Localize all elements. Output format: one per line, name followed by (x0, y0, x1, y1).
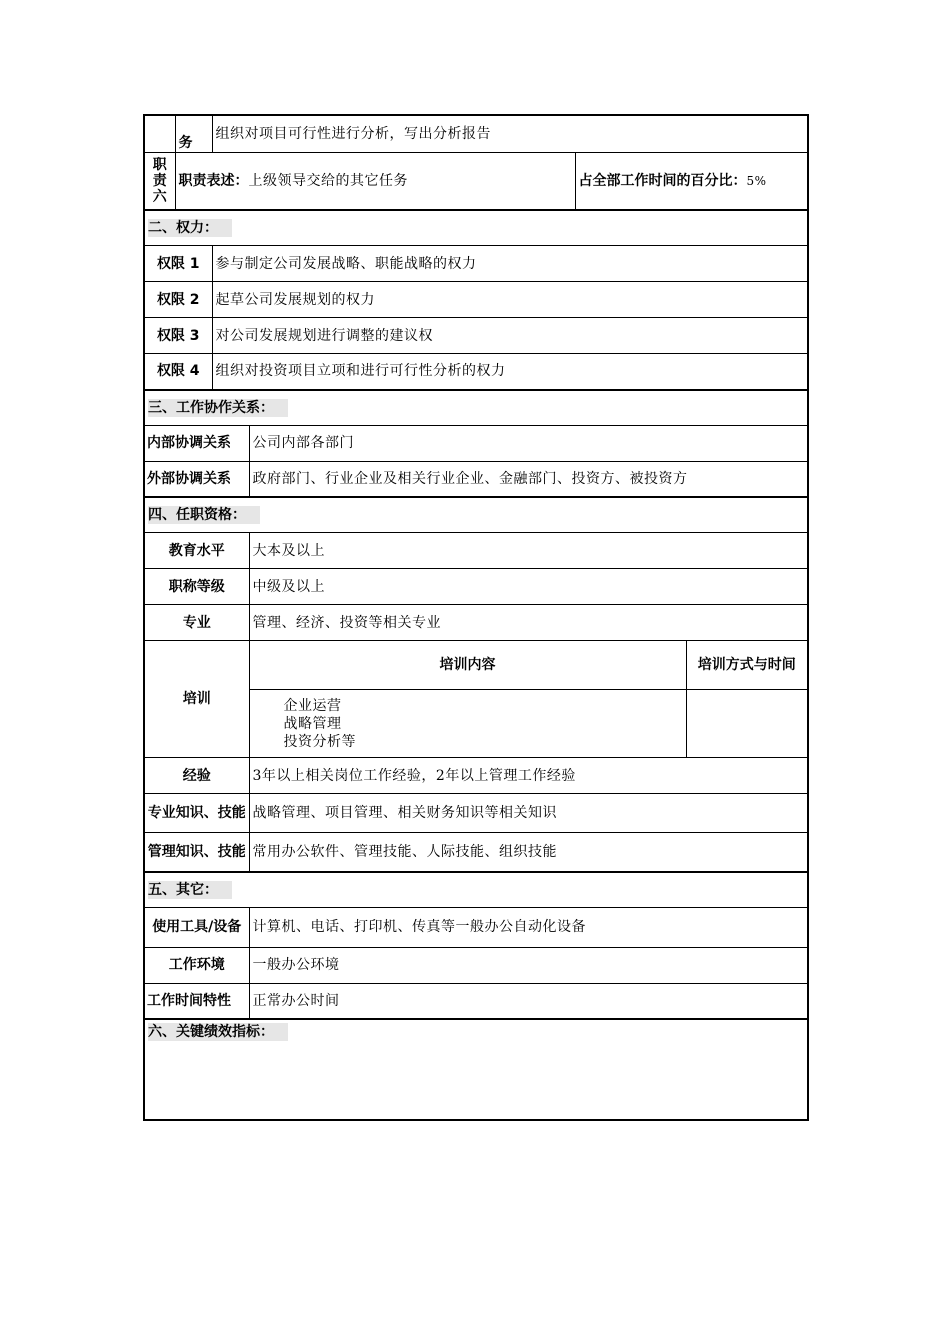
education-label: 教育水平 (144, 533, 249, 569)
duty-continuation-row (144, 115, 808, 152)
training-method-cell (686, 690, 808, 758)
training-label: 培训 (144, 641, 249, 758)
education-text: 大本及以上 (249, 533, 808, 569)
job-description-table (143, 114, 809, 1121)
training-item: 投资分析等 (283, 733, 356, 750)
power-text: 对公司发展规划进行调整的建议权 (212, 318, 808, 354)
major-row (144, 605, 808, 641)
power-text: 组织对投资项目立项和进行可行性分析的权力 (212, 354, 808, 390)
major-label: 专业 (144, 605, 249, 641)
power-text: 起草公司发展规划的权力 (212, 282, 808, 318)
section-kpi-row (144, 1019, 808, 1120)
relation-text: 政府部门、行业企业及相关行业企业、金融部门、投资方、被投资方 (249, 461, 808, 497)
training-content-list (249, 690, 686, 758)
hours-text: 正常办公时间 (249, 983, 808, 1019)
duty6-label: 职责六 (144, 152, 175, 210)
duty6-pct-value: 5% (746, 173, 767, 188)
pro-skills-label: 专业知识、技能 (144, 794, 249, 833)
power-row (144, 282, 808, 318)
relation-label: 内部协调关系 (144, 425, 249, 461)
relation-text: 公司内部各部门 (249, 425, 808, 461)
training-header-row (144, 641, 808, 690)
education-row (144, 533, 808, 569)
duty6-desc-text: 上级领导交给的其它任务 (248, 172, 408, 189)
training-item: 战略管理 (283, 715, 342, 732)
training-item: 企业运营 (283, 697, 342, 714)
relation-row (144, 425, 808, 461)
duty-left-char: 务 (175, 115, 212, 152)
relation-row (144, 461, 808, 497)
section-powers-header (144, 210, 808, 246)
tools-text: 计算机、电话、打印机、传真等一般办公自动化设备 (249, 907, 808, 947)
power-label: 权限 3 (144, 318, 212, 354)
mgmt-skills-text: 常用办公软件、管理技能、人际技能、组织技能 (249, 833, 808, 872)
section-qualifications-header (144, 497, 808, 533)
section-powers-title: 二、权力： (148, 219, 232, 237)
duty-continuation-text: 组织对项目可行性进行分析，写出分析报告 (212, 115, 808, 152)
power-label: 权限 4 (144, 354, 212, 390)
pro-skills-row (144, 794, 808, 833)
mgmt-skills-label: 管理知识、技能 (144, 833, 249, 872)
tools-row (144, 907, 808, 947)
section-relations-title: 三、工作协作关系： (148, 399, 288, 417)
relation-label: 外部协调关系 (144, 461, 249, 497)
hours-row (144, 983, 808, 1019)
duty6-description (175, 152, 575, 210)
mgmt-skills-row (144, 833, 808, 872)
environment-text: 一般办公环境 (249, 947, 808, 983)
title-level-text: 中级及以上 (249, 569, 808, 605)
section-other-title: 五、其它： (148, 881, 232, 899)
section-relations-header (144, 390, 808, 426)
section-kpi-title: 六、关键绩效指标： (148, 1023, 288, 1041)
title-level-label: 职称等级 (144, 569, 249, 605)
duty6-desc-label: 职责表述： (178, 172, 249, 189)
environment-label: 工作环境 (144, 947, 249, 983)
power-label: 权限 2 (144, 282, 212, 318)
duty6-pct-label: 占全部工作时间的百分比： (578, 172, 747, 189)
experience-row (144, 758, 808, 794)
power-row (144, 246, 808, 282)
title-level-row (144, 569, 808, 605)
training-content-header: 培训内容 (249, 641, 686, 690)
hours-label: 工作时间特性 (144, 983, 249, 1019)
section-other-header (144, 872, 808, 908)
tools-label: 使用工具/设备 (144, 907, 249, 947)
major-text: 管理、经济、投资等相关专业 (249, 605, 808, 641)
duty6-percentage (575, 152, 808, 210)
power-row (144, 318, 808, 354)
section-qualifications-title: 四、任职资格： (148, 506, 260, 524)
pro-skills-text: 战略管理、项目管理、相关财务知识等相关知识 (249, 794, 808, 833)
power-row (144, 354, 808, 390)
power-label: 权限 1 (144, 246, 212, 282)
environment-row (144, 947, 808, 983)
training-method-header: 培训方式与时间 (686, 641, 808, 690)
power-text: 参与制定公司发展战略、职能战略的权力 (212, 246, 808, 282)
experience-label: 经验 (144, 758, 249, 794)
experience-text: 3年以上相关岗位工作经验，2年以上管理工作经验 (249, 758, 808, 794)
duty6-row (144, 152, 808, 210)
job-description-document (143, 114, 807, 1121)
